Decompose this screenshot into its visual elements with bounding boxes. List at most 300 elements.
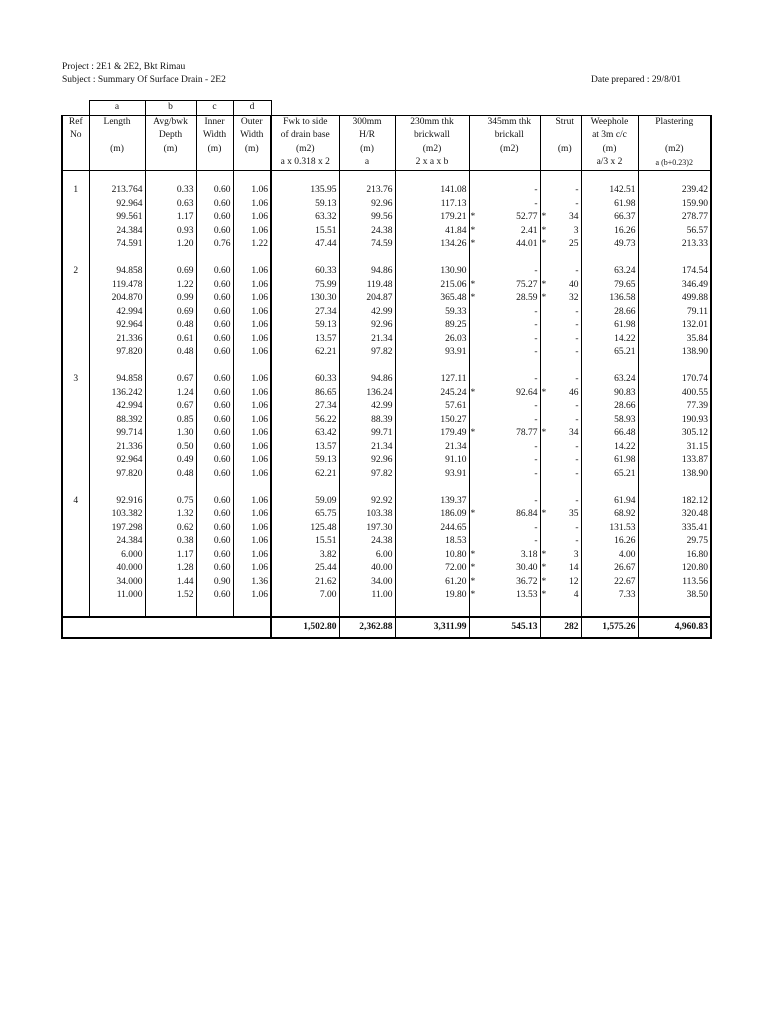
brick345-marker-cell [469, 333, 479, 347]
length-cell: 97.820 [89, 346, 145, 360]
blank-cell [145, 481, 196, 495]
table-row [62, 414, 711, 428]
brick345-marker-cell [469, 535, 479, 549]
total-cell: 545.13 [479, 617, 540, 638]
strut-length-cell: 34 [569, 212, 579, 222]
strut-length-cell: - [575, 198, 579, 209]
table-row [62, 400, 711, 414]
fwk-area-cell: 130.30 [271, 292, 339, 306]
inner-width-cell: 0.60 [196, 279, 233, 293]
brick345-marker-cell: * [469, 589, 479, 603]
header-strut-line: (m) [557, 143, 572, 154]
fwk-area-cell: 60.33 [271, 373, 339, 387]
avg-depth-cell: 0.48 [145, 346, 196, 360]
blank-cell [581, 252, 638, 266]
blank-cell [196, 617, 233, 638]
length-cell: 92.964 [89, 454, 145, 468]
blank-cell [638, 481, 711, 495]
plastering-cell: 79.11 [638, 306, 711, 320]
blank-cell [62, 170, 89, 184]
outer-width-cell: 1.06 [233, 400, 271, 414]
plastering-cell: 138.90 [638, 468, 711, 482]
brick345-area-cell: - [534, 401, 538, 411]
hr-length-cell: 40.00 [339, 562, 395, 576]
avg-depth-cell: 1.17 [145, 549, 196, 563]
weephole-cell: 16.26 [581, 225, 638, 239]
inner-width-cell: 0.60 [196, 319, 233, 333]
hr-length-cell: 97.82 [339, 346, 395, 360]
header-brick230-line: brickwall [395, 129, 469, 143]
blank-cell [196, 603, 233, 618]
blank-cell [638, 101, 711, 116]
inner-width-cell: 0.60 [196, 495, 233, 509]
blank-cell [89, 360, 145, 374]
strut-length-cell: - [575, 414, 579, 425]
blank-cell [581, 481, 638, 495]
fwk-area-cell: 63.42 [271, 427, 339, 441]
outer-width-cell: 1.06 [233, 535, 271, 549]
strut-marker-cell: * [540, 387, 549, 401]
strut-length-cell: - [575, 374, 579, 384]
strut-marker-cell: * [540, 508, 549, 522]
header-brick345-line: brickall [494, 130, 524, 140]
brick345-marker-cell [469, 495, 479, 509]
fwk-area-cell: 59.13 [271, 198, 339, 212]
plastering-cell: 159.90 [638, 198, 711, 212]
strut-length-cell: - [575, 306, 579, 317]
inner-width-cell: 0.60 [196, 508, 233, 522]
fwk-area-cell: 21.62 [271, 576, 339, 590]
brick345-area-cell: 2.41 [520, 225, 538, 236]
outer-width-cell: 1.06 [233, 495, 271, 509]
avg-depth-cell: 1.32 [145, 508, 196, 522]
brick345-area-cell: 86.84 [516, 509, 538, 519]
brick345-marker-cell [469, 441, 479, 455]
brick345-area-cell: 78.77 [516, 428, 538, 438]
outer-width-cell: 1.06 [233, 562, 271, 576]
strut-marker-cell: * [540, 576, 549, 590]
brick345-marker-cell: * [469, 576, 479, 590]
blank-cell [196, 252, 233, 266]
brick345-marker-cell [469, 184, 479, 198]
spacer-row [62, 603, 711, 618]
header-outer-line: Outer [233, 115, 271, 129]
fwk-area-cell: 56.22 [271, 414, 339, 428]
fwk-area-cell: 15.51 [271, 225, 339, 239]
avg-depth-cell: 1.52 [145, 589, 196, 603]
blank-cell [549, 481, 581, 495]
brick230-area-cell: 93.91 [395, 468, 469, 482]
brick345-area-cell: - [534, 414, 538, 425]
blank-cell [581, 101, 638, 116]
table-row [62, 346, 711, 360]
table-row [62, 427, 711, 441]
strut-length-cell: 25 [569, 239, 579, 249]
blank-cell [62, 603, 89, 618]
strut-length-cell: 3 [573, 549, 579, 560]
table-row [62, 373, 711, 387]
brick345-area-cell: - [534, 374, 538, 384]
spacer-row [62, 360, 711, 374]
ref-number [62, 522, 89, 536]
strut-marker-cell [540, 468, 549, 482]
ref-number [62, 414, 89, 428]
length-cell: 103.382 [89, 508, 145, 522]
ref-number: 2 [62, 265, 89, 279]
brick345-marker-cell [469, 373, 479, 387]
strut-marker-cell [540, 319, 549, 333]
blank-cell [339, 170, 395, 184]
blank-cell [339, 603, 395, 618]
avg-depth-cell: 0.69 [145, 265, 196, 279]
weephole-cell: 28.66 [581, 306, 638, 320]
header-row [62, 115, 711, 129]
strut-marker-cell: * [540, 562, 549, 576]
brick345-area-cell: - [534, 266, 538, 276]
inner-width-cell: 0.60 [196, 225, 233, 239]
brick230-area-cell: 89.25 [395, 319, 469, 333]
outer-width-cell: 1.06 [233, 454, 271, 468]
weephole-cell: 63.24 [581, 265, 638, 279]
strut-marker-cell [540, 265, 549, 279]
brick230-area-cell: 179.49 [395, 427, 469, 441]
blank-cell [145, 170, 196, 184]
inner-width-cell: 0.60 [196, 535, 233, 549]
table-row [62, 211, 711, 225]
brick345-area-cell: 3.18 [520, 549, 538, 560]
header-star-line [469, 129, 479, 143]
inner-width-cell: 0.60 [196, 265, 233, 279]
brick230-area-cell: 26.03 [395, 333, 469, 347]
inner-width-cell: 0.60 [196, 441, 233, 455]
brick345-area-cell: - [534, 347, 538, 357]
brick230-area-cell: 127.11 [395, 373, 469, 387]
fwk-area-cell: 13.57 [271, 333, 339, 347]
blank-cell [271, 481, 339, 495]
hr-length-cell: 92.96 [339, 454, 395, 468]
inner-width-cell: 0.60 [196, 387, 233, 401]
blank-cell [233, 603, 271, 618]
weephole-cell: 65.21 [581, 468, 638, 482]
outer-width-cell: 1.06 [233, 387, 271, 401]
inner-width-cell: 0.76 [196, 238, 233, 252]
table-row [62, 306, 711, 320]
fwk-area-cell: 63.32 [271, 211, 339, 225]
weephole-cell: 61.94 [581, 495, 638, 509]
column-letter-d: d [233, 101, 271, 116]
table-row [62, 562, 711, 576]
header-brick345-line: (m2) [500, 143, 519, 154]
blank-cell [233, 481, 271, 495]
length-cell: 40.000 [89, 562, 145, 576]
strut-length-cell: 40 [569, 279, 579, 290]
blank-cell [62, 101, 89, 116]
header-star-line [540, 129, 549, 143]
weephole-cell: 66.37 [581, 211, 638, 225]
strut-length-cell: - [575, 522, 579, 533]
hr-length-cell: 6.00 [339, 549, 395, 563]
strut-marker-cell [540, 400, 549, 414]
length-cell: 119.478 [89, 279, 145, 293]
outer-width-cell: 1.06 [233, 549, 271, 563]
brick345-marker-cell: * [469, 562, 479, 576]
plastering-cell: 305.12 [638, 427, 711, 441]
hr-length-cell: 11.00 [339, 589, 395, 603]
header-plaster-line: (m2) [638, 143, 711, 157]
brick345-area-cell: - [534, 455, 538, 465]
blank-cell [395, 101, 469, 116]
plastering-cell: 320.48 [638, 508, 711, 522]
blank-cell [469, 603, 479, 618]
plastering-cell: 113.56 [638, 576, 711, 590]
outer-width-cell: 1.06 [233, 225, 271, 239]
strut-length-cell: - [575, 441, 579, 452]
avg-depth-cell: 1.24 [145, 387, 196, 401]
hr-length-cell: 197.30 [339, 522, 395, 536]
brick230-area-cell: 244.65 [395, 522, 469, 536]
blank-cell [145, 252, 196, 266]
header-ref-line [62, 156, 89, 170]
length-cell: 6.000 [89, 549, 145, 563]
hr-length-cell: 136.24 [339, 387, 395, 401]
date-prepared: Date prepared : 29/8/01 [591, 75, 681, 85]
blank-cell [638, 603, 711, 618]
blank-cell [549, 170, 581, 184]
inner-width-cell: 0.60 [196, 589, 233, 603]
blank-cell [469, 617, 479, 638]
blank-cell [469, 360, 479, 374]
inner-width-cell: 0.90 [196, 576, 233, 590]
avg-depth-cell: 0.93 [145, 225, 196, 239]
header-weep-line: at 3m c/c [581, 129, 638, 143]
outer-width-cell: 1.06 [233, 211, 271, 225]
brick345-area-cell: - [534, 333, 538, 344]
header-depth-line [145, 156, 196, 170]
header-weep-line: Weephole [581, 115, 638, 129]
weephole-cell: 58.93 [581, 414, 638, 428]
blank-cell [540, 360, 549, 374]
brick345-area-cell: - [534, 198, 538, 209]
blank-cell [469, 481, 479, 495]
fwk-area-cell: 125.48 [271, 522, 339, 536]
avg-depth-cell: 0.38 [145, 535, 196, 549]
blank-cell [395, 603, 469, 618]
inner-width-cell: 0.60 [196, 184, 233, 198]
brick230-area-cell: 21.34 [395, 441, 469, 455]
total-cell: 282 [549, 617, 581, 638]
fwk-area-cell: 3.82 [271, 549, 339, 563]
weephole-cell: 61.98 [581, 319, 638, 333]
length-cell: 24.384 [89, 535, 145, 549]
ref-number [62, 468, 89, 482]
ref-number: 3 [62, 373, 89, 387]
brick230-area-cell: 130.90 [395, 265, 469, 279]
brick345-area-cell: 92.64 [516, 387, 538, 398]
length-cell: 97.820 [89, 468, 145, 482]
header-weep-line: (m) [581, 143, 638, 157]
weephole-cell: 4.00 [581, 549, 638, 563]
outer-width-cell: 1.06 [233, 184, 271, 198]
strut-marker-cell [540, 454, 549, 468]
header-inner-line: (m) [196, 143, 233, 157]
outer-width-cell: 1.06 [233, 508, 271, 522]
fwk-area-cell: 59.13 [271, 454, 339, 468]
avg-depth-cell: 1.28 [145, 562, 196, 576]
strut-marker-cell [540, 414, 549, 428]
brick345-area-cell: - [534, 185, 538, 195]
hr-length-cell: 119.48 [339, 279, 395, 293]
blank-cell [395, 481, 469, 495]
weephole-cell: 61.98 [581, 454, 638, 468]
header-outer-line: Width [233, 129, 271, 143]
plastering-cell: 56.57 [638, 225, 711, 239]
table-row [62, 522, 711, 536]
brick345-marker-cell [469, 346, 479, 360]
length-cell: 11.000 [89, 589, 145, 603]
header-brick230-line: 230mm thk [395, 115, 469, 129]
blank-cell [89, 603, 145, 618]
brick345-marker-cell [469, 522, 479, 536]
hr-length-cell: 24.38 [339, 535, 395, 549]
fwk-area-cell: 47.44 [271, 238, 339, 252]
brick230-area-cell: 91.10 [395, 454, 469, 468]
table-row [62, 387, 711, 401]
blank-cell [540, 603, 549, 618]
plastering-cell: 174.54 [638, 265, 711, 279]
length-cell: 136.242 [89, 387, 145, 401]
spacer-row [62, 170, 711, 184]
inner-width-cell: 0.60 [196, 198, 233, 212]
avg-depth-cell: 0.48 [145, 319, 196, 333]
avg-depth-cell: 0.61 [145, 333, 196, 347]
outer-width-cell: 1.06 [233, 346, 271, 360]
table-row [62, 333, 711, 347]
blank-cell [89, 481, 145, 495]
spacer-row [62, 252, 711, 266]
fwk-area-cell: 25.44 [271, 562, 339, 576]
blank-cell [581, 603, 638, 618]
plastering-cell: 132.01 [638, 319, 711, 333]
weephole-cell: 68.92 [581, 508, 638, 522]
strut-marker-cell: * [540, 292, 549, 306]
plastering-cell: 190.93 [638, 414, 711, 428]
ref-number: 4 [62, 495, 89, 509]
strut-marker-cell [540, 306, 549, 320]
header-inner-line: Width [196, 129, 233, 143]
brick345-marker-cell [469, 319, 479, 333]
ref-number [62, 319, 89, 333]
hr-length-cell: 97.82 [339, 468, 395, 482]
weephole-cell: 79.65 [581, 279, 638, 293]
brick345-marker-cell [469, 468, 479, 482]
length-cell: 99.561 [89, 211, 145, 225]
header-star-line [469, 115, 479, 129]
length-cell: 204.870 [89, 292, 145, 306]
brick230-area-cell: 59.33 [395, 306, 469, 320]
hr-length-cell: 92.96 [339, 319, 395, 333]
plastering-cell: 77.39 [638, 400, 711, 414]
blank-cell [62, 617, 89, 638]
length-cell: 92.964 [89, 198, 145, 212]
weephole-cell: 14.22 [581, 333, 638, 347]
blank-cell [638, 170, 711, 184]
strut-marker-cell [540, 535, 549, 549]
length-cell: 197.298 [89, 522, 145, 536]
brick345-marker-cell: * [469, 427, 479, 441]
outer-width-cell: 1.06 [233, 292, 271, 306]
table-row [62, 292, 711, 306]
outer-width-cell: 1.06 [233, 427, 271, 441]
header-brick345-line: 345mm thk [479, 115, 540, 129]
strut-length-cell: 4 [573, 590, 579, 600]
table-row [62, 495, 711, 509]
hr-length-cell: 92.92 [339, 495, 395, 509]
blank-cell [540, 101, 549, 116]
brick230-area-cell: 245.24 [395, 387, 469, 401]
brick230-area-cell: 141.08 [395, 184, 469, 198]
header-length-line [89, 129, 145, 143]
brick230-area-cell: 139.37 [395, 495, 469, 509]
header-brick230-line: (m2) [395, 143, 469, 157]
header-brick345-line [479, 156, 540, 170]
strut-length-cell: 12 [569, 576, 579, 587]
strut-marker-cell [540, 184, 549, 198]
header-star-line [540, 156, 549, 170]
brick345-area-cell: 44.01 [516, 239, 538, 249]
fwk-area-cell: 13.57 [271, 441, 339, 455]
brick230-area-cell: 10.80 [395, 549, 469, 563]
ref-number [62, 279, 89, 293]
strut-marker-cell: * [540, 211, 549, 225]
header-depth-line: Avg/bwk [145, 115, 196, 129]
outer-width-cell: 1.06 [233, 468, 271, 482]
brick345-area-cell: 28.59 [516, 293, 538, 303]
table-row [62, 535, 711, 549]
plastering-cell: 346.49 [638, 279, 711, 293]
blank-cell [62, 481, 89, 495]
ref-number [62, 292, 89, 306]
header-inner-line [196, 156, 233, 170]
length-cell: 24.384 [89, 225, 145, 239]
outer-width-cell: 1.06 [233, 306, 271, 320]
blank-cell [479, 360, 540, 374]
ref-number [62, 427, 89, 441]
strut-marker-cell [540, 346, 549, 360]
blank-cell [233, 360, 271, 374]
strut-length-cell: 3 [573, 225, 579, 236]
plastering-cell: 213.33 [638, 238, 711, 252]
avg-depth-cell: 0.50 [145, 441, 196, 455]
plastering-cell: 138.90 [638, 346, 711, 360]
outer-width-cell: 1.06 [233, 333, 271, 347]
fwk-area-cell: 86.65 [271, 387, 339, 401]
blank-cell [395, 170, 469, 184]
blank-cell [196, 360, 233, 374]
ref-number [62, 562, 89, 576]
blank-cell [62, 252, 89, 266]
strut-length-cell: - [575, 495, 579, 506]
column-letter-row [62, 101, 711, 116]
header-plaster-line: Plastering [638, 115, 711, 129]
avg-depth-cell: 0.67 [145, 373, 196, 387]
strut-length-cell: - [575, 536, 579, 546]
inner-width-cell: 0.60 [196, 522, 233, 536]
avg-depth-cell: 1.30 [145, 427, 196, 441]
brick345-marker-cell [469, 414, 479, 428]
fwk-area-cell: 59.13 [271, 319, 339, 333]
weephole-cell: 61.98 [581, 198, 638, 212]
brick230-area-cell: 365.48 [395, 292, 469, 306]
